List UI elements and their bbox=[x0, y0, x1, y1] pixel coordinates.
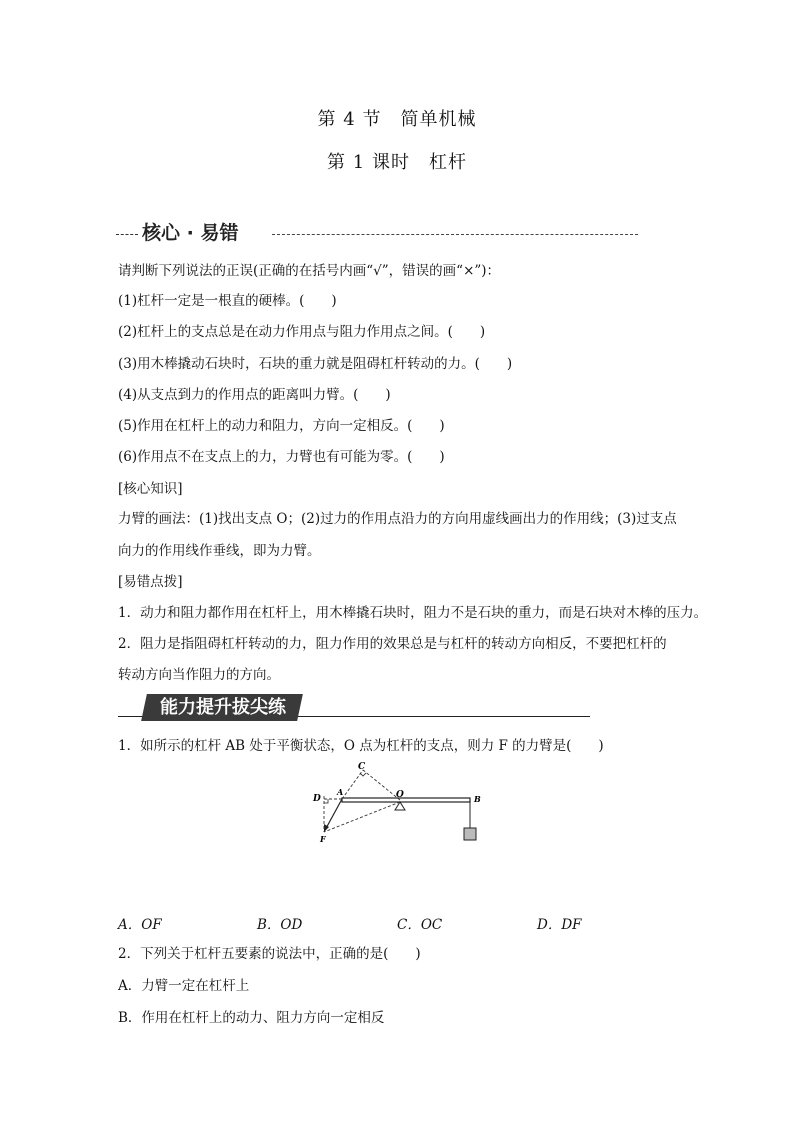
statement-6: (6)作用点不在支点上的力，力臂也有可能为零。( ) bbox=[118, 449, 445, 465]
practice-section-header bbox=[118, 694, 590, 724]
tip-1: 1．动力和阻力都作用在杠杆上，用木棒撬石块时，阻力不是石块的重力，而是石块对木棒的压力。 bbox=[118, 605, 708, 621]
fulcrum-triangle bbox=[395, 802, 405, 810]
force-extension-line bbox=[342, 770, 363, 799]
section-title: 第 4 节 简单机械 bbox=[317, 109, 477, 130]
instruction: 请判断下列说法的正误(正确的在括号内画“√”，错误的画“×”)： bbox=[118, 263, 501, 279]
label-a: A bbox=[337, 787, 344, 797]
lever-diagram bbox=[308, 758, 488, 848]
q1-option-a[interactable]: A．OF bbox=[118, 917, 162, 933]
question-2-stem: 2．下列关于杠杆五要素的说法中，正确的是( ) bbox=[118, 946, 421, 962]
core-section-header bbox=[116, 218, 638, 246]
q2-option-a[interactable]: A．力臂一定在杠杆上 bbox=[118, 978, 250, 994]
tip-2-line-1: 2．阻力是指阻碍杠杆转动的力，阻力作用的效果总是与杠杆的转动方向相反，不要把杠杆的 bbox=[118, 636, 667, 652]
segment-oc bbox=[363, 770, 400, 800]
label-o: O bbox=[396, 790, 404, 800]
knowledge-label: [核心知识] bbox=[118, 481, 183, 497]
statement-1: (1)杠杆一定是一根直的硬棒。( ) bbox=[118, 293, 337, 309]
label-f: F bbox=[320, 834, 326, 844]
knowledge-text-2: 向力的作用线作垂线，即为力臂。 bbox=[118, 543, 321, 559]
core-heading: 核心 · 易错 bbox=[142, 222, 239, 244]
knowledge-text-1: 力臂的画法：(1)找出支点 O；(2)过力的作用点沿力的方向用虚线画出力的作用线；(3)过支点 bbox=[118, 511, 677, 527]
question-1-stem: 1．如所示的杠杆 AB 处于平衡状态，O 点为杠杆的支点，则力 F 的力臂是( ) bbox=[118, 738, 604, 754]
practice-banner bbox=[141, 694, 303, 721]
q2-option-b[interactable]: B．作用在杠杆上的动力、阻力方向一定相反 bbox=[118, 1010, 385, 1026]
weight-block bbox=[464, 828, 476, 840]
statement-2: (2)杠杆上的支点总是在动力作用点与阻力作用点之间。( ) bbox=[118, 324, 486, 340]
right-angle-d bbox=[324, 799, 328, 803]
q1-option-d[interactable]: D．DF bbox=[537, 917, 582, 933]
tips-label: [易错点拨] bbox=[118, 574, 183, 590]
lesson-title: 第 1 课时 杠杆 bbox=[327, 152, 467, 173]
label-c: C bbox=[358, 762, 366, 772]
divider-right bbox=[272, 234, 638, 235]
statement-4: (4)从支点到力的作用点的距离叫力臂。( ) bbox=[118, 387, 391, 403]
statement-5: (5)作用在杠杆上的动力和阻力，方向一定相反。( ) bbox=[118, 418, 445, 434]
practice-heading: 能力提升拔尖练 bbox=[160, 697, 286, 718]
right-angle-c bbox=[360, 773, 366, 776]
tip-2-line-2: 转动方向当作阻力的方向。 bbox=[118, 667, 280, 683]
q1-option-c[interactable]: C．OC bbox=[397, 917, 443, 933]
segment-of bbox=[324, 802, 400, 832]
label-b: B bbox=[474, 794, 481, 804]
q1-option-b[interactable]: B．OD bbox=[257, 917, 303, 933]
statement-3: (3)用木棒撬动石块时，石块的重力就是阻碍杠杆转动的力。( ) bbox=[118, 356, 513, 372]
divider-left bbox=[116, 234, 138, 235]
lever-bar bbox=[342, 798, 470, 802]
label-d: D bbox=[313, 794, 321, 804]
